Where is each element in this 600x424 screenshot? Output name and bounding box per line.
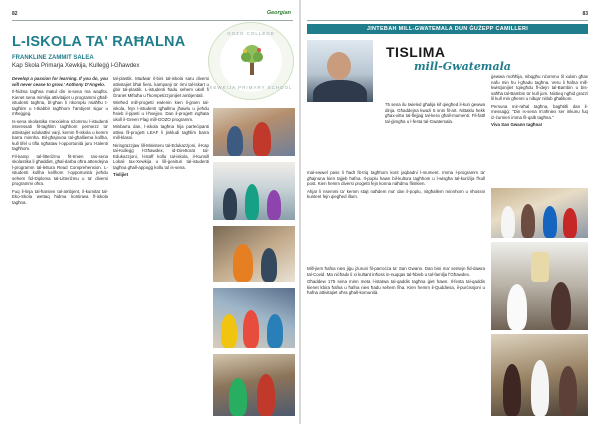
header-rule — [307, 20, 588, 21]
article-paragraph: Fil-kamp tal-litteriżmu fit-tmien tas-sena skolastika li għaddiet, għal-darba oħra attendejna l-programm tal-lettura Read Comprehension. L-istudenti kollha kellhom l-opportunità jieħdu sehem fid-Diploma tal-Litteriżmu u ta' diversi programmi oħra. — [12, 153, 108, 186]
article-paragraph: Persuna mir-raħal tagħna, bagħtitli dan il-messaġġ: "Din is-sena m'aħniex ser inkunu fuq iż-żurnieri imma fil-qalb tagħna." — [491, 103, 588, 120]
article-banner — [307, 24, 588, 34]
article-title: TISLIMA — [386, 44, 446, 60]
page-number-right: 83 — [582, 11, 588, 17]
magazine-logo: Georgian — [266, 10, 291, 16]
article-column-2 — [113, 76, 209, 416]
header-rule — [12, 20, 293, 21]
school-logo-text-bottom: XEWKIJA PRIMARY SCHOOL — [209, 85, 293, 90]
photo-school-activity-1 — [213, 108, 295, 156]
article-signoff: Tislijiet — [113, 172, 129, 177]
article-paragraph: Ahjar li nsemmi ta' kemm stajt naħdem ma' dan il-poplu, nitgħallem minnhom u nħossni kuntent fejn qiegħed illum. — [307, 188, 485, 199]
photo-church-interior — [491, 242, 588, 330]
article-paragraph: Minbarra dan, l-iskola tagħna hija parteċipanti attiva fil-proġett LEAF li jinkludi tagħlim barra mill-klassi. — [113, 124, 209, 140]
article-paragraph: Il-ħidma tagħna matul din is-sena ma waqfitx. Kienet sena mimlija attivitajiet u programmi għall-istudenti tagħna, bl-għan li nkomplu nsaħħu t-tagħlim u t-tkabbir tagħhom f'ambjent sigur u mħeġġeġ. — [12, 89, 108, 116]
photo-parish-group — [491, 188, 588, 238]
photo-school-activity-5 — [213, 354, 295, 416]
left-page — [0, 0, 299, 424]
school-logo — [208, 22, 294, 100]
article-column-2 — [491, 74, 588, 186]
photo-school-activity-4 — [213, 288, 295, 348]
article-paragraph: Mill-jiem ħafna nies jiġu jżuruni fil-parroċċa ta' San Gwann. Dan bini ma' sentejn fid-dawra tal-Covid. Ma niċħadx li xi kultant inħoss in-nuqqas tal-ħbieb u tal-familja f'Għawdex. — [307, 266, 485, 277]
photo-school-activity-2 — [213, 162, 295, 220]
article-paragraph: Wieħed mill-proġetti ewlenin kien il-ġnien tal-iskola, fejn l-istudenti tgħallmu jħawlu u jieħdu ħsieb il-pjanti u l-ħxejjex. Dan il-proġett ingħata ukoll il-Green Flag mill-GOZO programm. — [113, 100, 209, 122]
article-title: L-ISKOLA TA' RAĦALNA — [12, 34, 186, 50]
article-column-1-middle — [307, 170, 485, 264]
article-paragraph: tal-plastik. Madwar il-bini tal-iskola saru diversi attivitajiet bħal fiera, kampanji ta' rimi tal-iskart u ġbir tal-plastik. L-istudenti ħadu sehem ukoll fi Ġranet Miftuħa u f'kompetizzjonijiet ambjentali. — [113, 76, 209, 98]
article-column-1 — [12, 76, 108, 416]
article-paragraph: Fuq il-linja tal-ħarsien tal-ambjent, il-kumitat tal-Eko-Skola wettaq ħidma kontinwa fl-iskola tagħna. — [12, 188, 108, 205]
article-paragraph: mal-ewwel pass li ħadt fit-triq tagħhom kont jaqbadni l-mument. Imma l-programm ta' għajnuna kien tajjeb ħafna. Il-poplu hawn bil-kultura tagħhom u l-wisgħa tal-kuriżija f'kull post. Kien hemm diversi proġetti fejn konna naħdmu flimkien. — [307, 170, 485, 186]
school-logo-text-top: GOZO COLLEGE — [227, 31, 275, 36]
author-portrait — [307, 40, 373, 102]
article-column-1-top — [385, 102, 485, 168]
author-role: Kap Skola Primarja Xewkija, Kulleġġ l-Għawdex — [12, 63, 140, 69]
author-name: FRANKLINE ZAMMIT SALEA — [12, 55, 94, 61]
article-banner-text: JINTEBAH MILL-GWATEMALA DUN ĠUŻEPP CAMILLERI — [366, 25, 529, 32]
page-number-left: 82 — [12, 11, 18, 17]
article-signoff: Viva San Gwann tagħna! — [491, 122, 543, 127]
article-column-1-bottom — [307, 266, 485, 416]
photo-school-activity-3 — [213, 226, 295, 282]
article-paragraph: Is-sena skolastika rnexxielna nżommu l-istudenti interessati fit-tagħlim tagħhom permezz ta' attivitajiet edukattivi varji, kemm fl-iskola u kemm barra minnha. Bil-għajnuna tal-għalliema kollha, kull tifel u tifla ngħataw l-opportunità juru t-talenti tagħhom. — [12, 118, 108, 151]
article-subtitle: mill-Gwatemala — [414, 60, 511, 73]
article-paragraph: Għaddew 175 sena minn meta l-istatwa tal-qaddis tagħna ġiet hawn. Il-festa tal-qaddis kienet kbira ħafna u ħafna nies ħadu sehem fiha. Kien hemm il-Quddiesa, il-purċissjoni u ħafna attivitajiet oħra għall-komunità. — [307, 279, 485, 295]
article-paragraph: Niringrazzjaw lill-Ministeru tal-Edukazzjoni, il-Kap tal-Kulleġġ l-Għawdex, id-Direttorat tal-Edukazzjoni, l-istaff kollu tal-iskola, il-Kunsill Lokali tax-Xewkija u lill-ġenituri tal-istudenti tagħna għall-appoġġ kollu tul is-sena. — [113, 142, 209, 170]
article-paragraph: 75 sena ilu twieled għalija kif qiegħed il-kuri ġewwa dinja. Għaddejna kważi 5 snin fil-art. Nittaklu hekk għax-xitta tal-flejjaġ tal-kera għall-mumenti. Fil-fattl tal-ġimgħa u l-festa tal-Gwatemala. — [385, 102, 485, 124]
article-quote: Develop a passion for learning. If you do, you will never cease to grow.' Anthony D'Angelo. — [12, 76, 108, 87]
right-page — [301, 0, 600, 424]
tree-icon — [237, 43, 267, 77]
article-paragraph: ġewwa moħħija, nibqgħu nżommu lil xulxin għax nafu min hu l-għadu tagħna. Veru li ħafna mill-kwistjonijiet tqiegħdu fl-idejn tal-Bambin u bis-saħħa tal-Bambin ta' kull jum. Nixtieq ngħid grazzi lil kull min għenni u nibqa' nitlob għalikom. — [491, 74, 588, 101]
photo-procession — [491, 334, 588, 416]
